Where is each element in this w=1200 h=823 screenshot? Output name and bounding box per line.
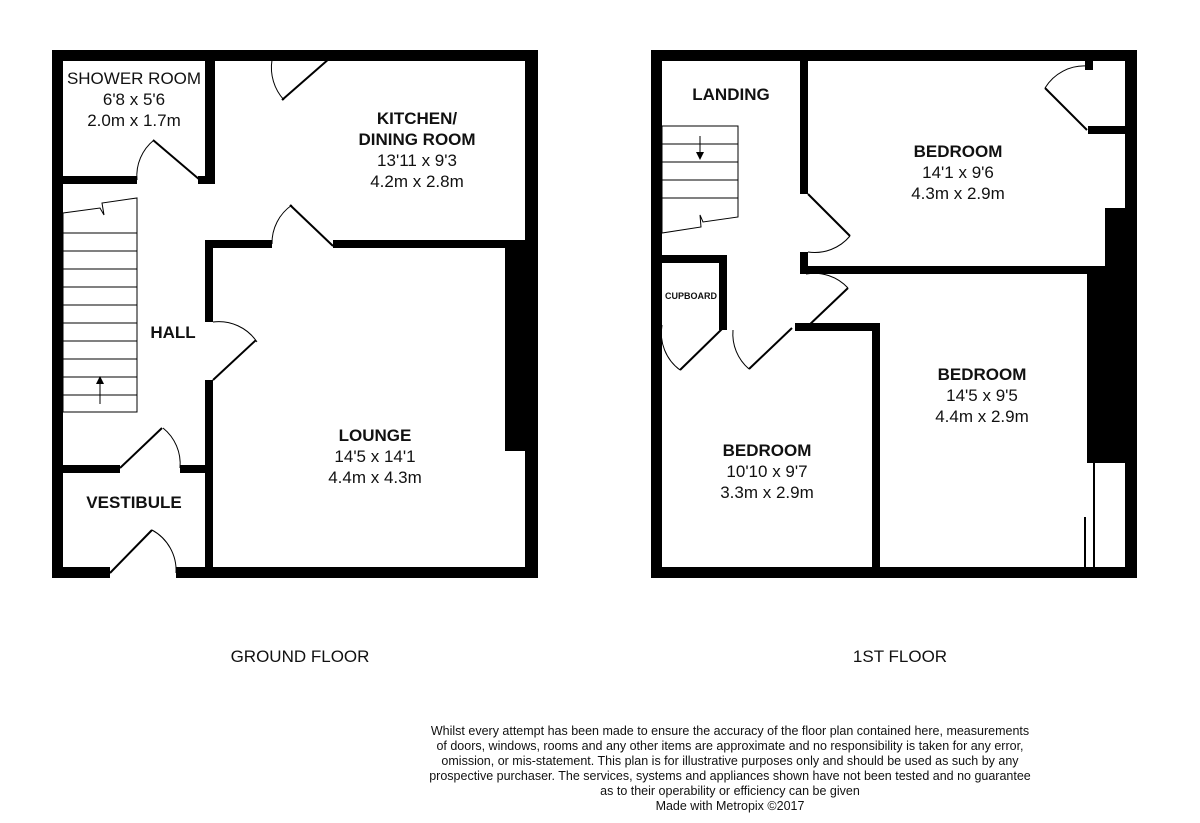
first-floor-staircase bbox=[662, 126, 738, 233]
kitchen-lounge-door bbox=[290, 205, 333, 246]
disclaimer-line: Whilst every attempt has been made to ensure the accuracy of the floor plan contained here, measurements bbox=[430, 724, 1030, 738]
bedroom1-wardrobe-wall-bottom bbox=[1088, 126, 1137, 134]
ground-left-wall bbox=[52, 50, 63, 578]
shower-room-bottom-wall-stub bbox=[198, 176, 215, 184]
disclaimer-line: omission, or mis-statement. This plan is for illustrative purposes only and should be used as such by any bbox=[441, 754, 1019, 768]
cupboard-right-wall bbox=[719, 255, 727, 330]
shower-room-door bbox=[153, 140, 200, 180]
metropix-credit: Made with Metropix ©2017 bbox=[655, 799, 805, 813]
lounge-door-swing bbox=[213, 322, 257, 342]
lounge-label: LOUNGE bbox=[338, 426, 412, 445]
kitchen-door bbox=[282, 58, 330, 100]
hall-label: HALL bbox=[150, 323, 196, 342]
bedroom2-metric: 4.4m x 2.9m bbox=[935, 407, 1029, 426]
shower-room-label: SHOWER ROOM bbox=[66, 69, 202, 88]
kitchen-metric: 4.2m x 2.8m bbox=[370, 172, 464, 191]
lounge-metric: 4.4m x 4.3m bbox=[328, 468, 422, 487]
bedroom1-chimney bbox=[1105, 208, 1127, 270]
kitchen-label-line2: DINING ROOM bbox=[358, 130, 476, 149]
kitchen-lounge-door-swing bbox=[272, 205, 292, 244]
bedroom3-metric: 3.3m x 2.9m bbox=[720, 483, 814, 502]
ground-floor-plan bbox=[52, 50, 538, 578]
ground-staircase bbox=[63, 198, 137, 412]
ground-floor-title: GROUND FLOOR bbox=[230, 647, 370, 666]
vestibule-label: VESTIBULE bbox=[86, 493, 182, 512]
ground-top-wall bbox=[52, 50, 538, 61]
kitchen-label-line1: KITCHEN/ bbox=[376, 109, 458, 128]
bedroom1-wardrobe-wall-top bbox=[1085, 56, 1093, 70]
vestibule-top-wall-right bbox=[180, 465, 213, 473]
first-floor-title: 1ST FLOOR bbox=[852, 647, 948, 666]
first-floor-plan bbox=[651, 50, 1137, 578]
bedroom1-bottom-wall bbox=[800, 266, 1137, 274]
kitchen-bottom-wall-left bbox=[205, 240, 272, 248]
bedroom3-door-swing bbox=[733, 330, 749, 369]
cupboard-label: CUPBOARD bbox=[664, 291, 718, 301]
lounge-imperial: 14'5 x 14'1 bbox=[334, 447, 416, 466]
bedroom1-metric: 4.3m x 2.9m bbox=[911, 184, 1005, 203]
bedroom3-door bbox=[749, 328, 792, 369]
bedroom2-label: BEDROOM bbox=[937, 365, 1027, 384]
cupboard-door-swing bbox=[661, 325, 680, 370]
landing-bedroom1-wall-upper bbox=[800, 56, 808, 194]
front-door-swing bbox=[152, 530, 176, 573]
ground-bottom-wall-right bbox=[176, 567, 538, 578]
vestibule-inner-door-swing bbox=[163, 428, 180, 468]
bedroom3-imperial: 10'10 x 9'7 bbox=[726, 462, 808, 481]
bedroom2-door bbox=[806, 288, 848, 328]
vestibule-inner-door bbox=[120, 428, 162, 468]
cupboard-top-wall bbox=[651, 255, 726, 263]
shower-room-door-swing bbox=[137, 140, 154, 180]
cupboard-door bbox=[680, 328, 723, 370]
stairs-down-arrow-icon bbox=[696, 152, 704, 160]
shower-room-bottom-wall bbox=[52, 176, 137, 184]
bedroom2-imperial: 14'5 x 9'5 bbox=[946, 386, 1018, 405]
disclaimer-line: as to their operability or efficiency can be given bbox=[600, 784, 860, 798]
bedroom1-label: BEDROOM bbox=[913, 142, 1003, 161]
vestibule-top-wall-left bbox=[52, 465, 120, 473]
lounge-door bbox=[213, 340, 256, 380]
shower-room-metric: 2.0m x 1.7m bbox=[87, 111, 181, 130]
lounge-chimney-breast bbox=[505, 248, 527, 451]
kitchen-bottom-wall-right bbox=[333, 240, 538, 248]
first-bottom-wall bbox=[651, 567, 1137, 578]
hall-lounge-wall-lower bbox=[205, 380, 213, 578]
bedroom3-label: BEDROOM bbox=[722, 441, 812, 460]
ground-bottom-wall-left bbox=[52, 567, 110, 578]
bedroom2-door-swing bbox=[806, 273, 848, 288]
landing-label: LANDING bbox=[692, 85, 770, 104]
bedroom1-door bbox=[808, 194, 850, 236]
first-left-wall bbox=[651, 50, 662, 578]
shower-room-right-wall bbox=[205, 50, 215, 180]
bedroom2-chimney bbox=[1087, 270, 1127, 463]
front-door bbox=[110, 530, 152, 573]
hall-lounge-wall-upper bbox=[205, 240, 213, 322]
first-top-wall bbox=[651, 50, 1137, 61]
disclaimer-line: prospective purchaser. The services, systems and appliances shown have not been tested and no guarantee bbox=[429, 769, 1031, 783]
bedroom1-wardrobe-door bbox=[1045, 88, 1087, 130]
kitchen-imperial: 13'11 x 9'3 bbox=[377, 151, 457, 170]
bedroom1-door-swing bbox=[808, 236, 850, 252]
disclaimer bbox=[380, 724, 1080, 814]
disclaimer-line: of doors, windows, rooms and any other items are approximate and no responsibility is taken for any error, bbox=[436, 739, 1024, 753]
bedroom3-right-wall bbox=[872, 323, 880, 578]
bedroom1-wardrobe-door-swing bbox=[1045, 66, 1087, 88]
kitchen-door-swing bbox=[271, 60, 284, 100]
bedroom1-imperial: 14'1 x 9'6 bbox=[922, 163, 994, 182]
shower-room-imperial: 6'8 x 5'6 bbox=[102, 90, 166, 109]
